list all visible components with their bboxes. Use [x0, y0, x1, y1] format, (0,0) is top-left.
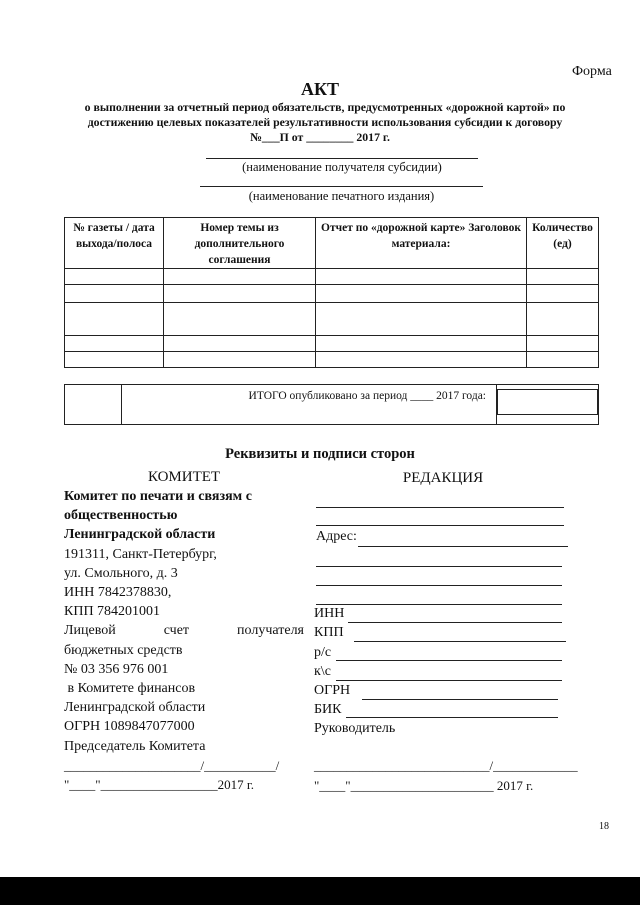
committee-ogrn: ОГРН 1089847077000: [64, 719, 195, 735]
committee-heading: КОМИТЕТ: [147, 469, 221, 485]
total-label: ИТОГО опубликовано за период ____ 2017 года:: [248, 390, 486, 402]
report-table: [64, 217, 599, 368]
subtitle-line-2: достижению целевых показателей результативности использования субсидии к договору: [87, 115, 563, 129]
editorial-signature-line: ___________________________/_____________: [314, 758, 578, 773]
recipient-caption: (наименование получателя субсидии): [242, 160, 442, 174]
committee-finance-line-2: Ленинградской области: [64, 700, 206, 716]
committee-finance-line-1: в Комитете финансов: [64, 681, 196, 697]
editorial-blank-line: [316, 507, 564, 508]
editorial-rs-label: р/с: [314, 645, 332, 660]
editorial-bik-line: [346, 717, 558, 718]
editorial-rs-line: [336, 660, 562, 661]
editorial-blank-line: [316, 604, 562, 605]
committee-name-line-1: Комитет по печати и связям с: [64, 489, 252, 504]
scan-bottom-border: [0, 877, 640, 905]
table-row: [65, 269, 599, 285]
editorial-date-line: "____"______________________ 2017 г.: [314, 778, 534, 793]
editorial-ogrn-label: ОГРН: [314, 683, 351, 698]
table-row: [65, 336, 599, 352]
editorial-kpp-label: КПП: [314, 625, 344, 640]
table-row: [65, 303, 599, 336]
subtitle-line-3: №___П от ________ 2017 г.: [250, 130, 390, 144]
editorial-heading: РЕДАКЦИЯ: [402, 470, 484, 486]
editorial-inn-line: [348, 622, 562, 623]
account-word: Лицевой: [64, 623, 116, 639]
editorial-address-line: [358, 546, 568, 547]
document-title: АКТ: [300, 79, 340, 99]
committee-signature-line: _____________________/___________/: [64, 757, 280, 773]
editorial-head-label: Руководитель: [314, 721, 396, 736]
publication-fill-line: [200, 186, 483, 187]
editorial-blank-line: [316, 585, 562, 586]
committee-date-line: "____"__________________2017 г.: [64, 777, 254, 793]
page-number: 18: [599, 821, 609, 832]
table-row: [65, 352, 599, 368]
committee-account-number: № 03 356 976 001: [64, 661, 169, 677]
editorial-kpp-line: [354, 641, 566, 642]
committee-name-line-2: общественностью: [64, 508, 178, 524]
editorial-ks-line: [336, 680, 562, 681]
total-value-box: [497, 389, 598, 415]
table-header-row: [65, 218, 599, 269]
committee-account-line-2: бюджетных средств: [64, 642, 183, 658]
editorial-blank-line: [316, 525, 564, 526]
publication-caption: (наименование печатного издания): [248, 189, 435, 203]
editorial-bik-label: БИК: [314, 702, 342, 717]
total-row: [65, 385, 599, 425]
requisites-title: Реквизиты и подписи сторон: [225, 446, 415, 462]
account-word: счет: [163, 623, 190, 639]
committee-requisites: [64, 487, 304, 794]
editorial-inn-label: ИНН: [314, 606, 345, 621]
table-row: [65, 285, 599, 303]
form-label: Форма: [572, 64, 612, 79]
committee-chairman: Председатель Комитета: [64, 738, 206, 754]
column-header: Количество (ед): [527, 218, 599, 269]
editorial-blank-line: [316, 566, 562, 567]
total-table: [64, 384, 599, 425]
column-header: № газеты / дата выхода/полоса: [65, 218, 164, 269]
committee-inn: ИНН 7842378830,: [64, 585, 172, 601]
recipient-fill-line: [206, 158, 478, 159]
editorial-address-label: Адрес:: [316, 529, 357, 544]
committee-kpp: КПП 784201001: [64, 604, 161, 620]
editorial-ks-label: к\с: [314, 664, 331, 679]
account-word: получателя: [237, 623, 304, 639]
column-header: Отчет по «дорожной карте» Заголовок материала:: [316, 218, 527, 269]
committee-address-line-1: 191311, Санкт-Петербург,: [64, 546, 217, 562]
committee-name-line-3: Ленинградской области: [64, 527, 216, 543]
column-header: Номер темы из дополнительного соглашения: [164, 218, 316, 269]
editorial-ogrn-line: [362, 699, 558, 700]
committee-account-line-1: [64, 621, 304, 640]
subtitle-line-1: о выполнении за отчетный период обязательств, предусмотренных «дорожной картой» по: [84, 100, 566, 114]
committee-address-line-2: ул. Смольного, д. 3: [64, 565, 178, 581]
